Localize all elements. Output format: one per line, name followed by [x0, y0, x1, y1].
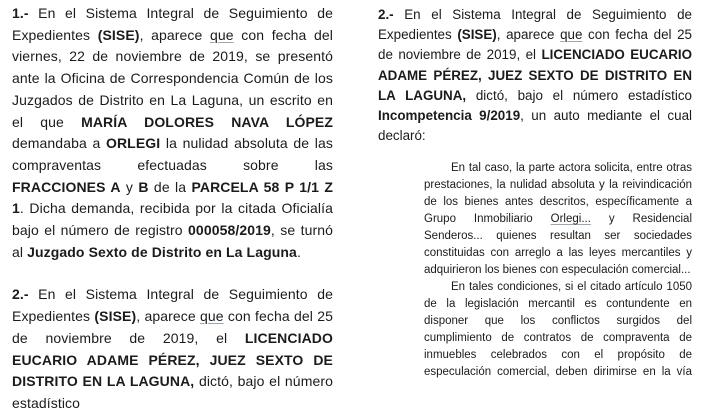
emphasized-text-run: 000058/2019	[188, 222, 271, 239]
text-run: con fecha del viernes, 22 de noviembre de 2019, se presentó ante la Oficina de Correspondencia Común de los Juzgados de Distrito en La Laguna, un escrito en el que	[12, 26, 333, 130]
emphasized-text-run: 1.-	[12, 5, 39, 21]
numbered-paragraph-2	[378, 5, 692, 146]
text-run: la nulidad absoluta de las compraventas efectuadas sobre las	[12, 135, 333, 173]
text-run: con fecha del 25 de noviembre de 2019, el	[378, 27, 692, 63]
text-run: dictó, bajo el número estadístico	[466, 87, 692, 103]
text-run: , se turnó al	[12, 222, 333, 260]
text-run: de la	[148, 178, 192, 195]
emphasized-text-run: ORLEGI	[105, 135, 161, 152]
emphasized-text-run: FRACCIONES A	[12, 178, 121, 195]
numbered-paragraph-2-truncated	[12, 284, 333, 414]
underlined-text-run: que	[210, 26, 234, 43]
text-run: con fecha del 25 de noviembre de 2019, el	[12, 308, 333, 346]
underlined-text-run: Orlegi...	[550, 213, 591, 226]
text-run: , aparece	[496, 27, 561, 43]
text-run: . Dicha demanda, recibida por la citada Oficialía bajo el número de registro	[12, 200, 333, 239]
quote-paragraph-1	[424, 160, 692, 279]
numbered-paragraph-1	[12, 3, 333, 263]
left-text-column	[12, 0, 333, 415]
emphasized-text-run: (SISE)	[94, 308, 137, 325]
text-run: En tales condiciones, si el citado artículo 1050 de la legislación mercantil es contundente en disponer que los conflictos surgidos del cumplimiento de contratos de compraventa de inmuebles celebrados con el propósito de especulación comercial, deben dirimirse en la vía	[424, 281, 692, 379]
text-run: .	[296, 243, 301, 260]
quoted-excerpt-block	[424, 160, 692, 381]
text-run: En el Sistema Integral de Seguimiento de Expedientes	[378, 7, 692, 43]
emphasized-text-run: Incompetencia 9/2019	[378, 108, 521, 124]
emphasized-text-run: MARÍA DOLORES NAVA LÓPEZ	[81, 113, 333, 130]
emphasized-text-run: (SISE)	[457, 27, 497, 43]
text-run: , un auto mediante el cual declaró:	[378, 108, 692, 144]
text-run: y Residencial Senderos... quienes resultan ser sociedades constituidas con arreglo a las leyes mercantiles y adquirieron los bienes con especulación comercial...	[424, 213, 693, 277]
right-text-column	[378, 0, 692, 381]
emphasized-text-run: 2.-	[12, 286, 39, 303]
text-run: En el Sistema Integral de Seguimiento de Expedientes	[12, 286, 333, 325]
text-run: demandaba a	[12, 135, 106, 152]
text-run: , aparece	[139, 26, 210, 43]
emphasized-text-run: LICENCIADO EUCARIO ADAME PÉREZ, JUEZ SEXTO DE DISTRITO EN LA LAGUNA,	[12, 329, 333, 390]
text-run: , aparece	[136, 308, 200, 325]
emphasized-text-run: PARCELA 58 P 1/1 Z 1	[12, 178, 333, 217]
text-run: y	[120, 178, 139, 195]
emphasized-text-run: LICENCIADO EUCARIO ADAME PÉREZ, JUEZ SEXTO DE DISTRITO EN LA LAGUNA,	[378, 47, 692, 103]
emphasized-text-run: B	[138, 178, 149, 195]
underlined-text-run: que	[560, 27, 583, 43]
quote-paragraph-2-truncated	[424, 279, 692, 381]
text-run: dictó, bajo el número estadístico	[12, 373, 333, 411]
emphasized-text-run: 2.-	[378, 7, 405, 22]
emphasized-text-run: (SISE)	[97, 26, 140, 43]
text-run: En el Sistema Integral de Seguimiento de Expedientes	[12, 5, 333, 43]
emphasized-text-run: Juzgado Sexto de Distrito en La Laguna	[27, 243, 297, 260]
text-run: En tal caso, la parte actora solicita, entre otras prestaciones, la nulidad absoluta y la reivindicación de los bienes antes descritos, específicamente a Grupo Inmobiliario	[424, 162, 692, 226]
underlined-text-run: que	[200, 308, 224, 325]
